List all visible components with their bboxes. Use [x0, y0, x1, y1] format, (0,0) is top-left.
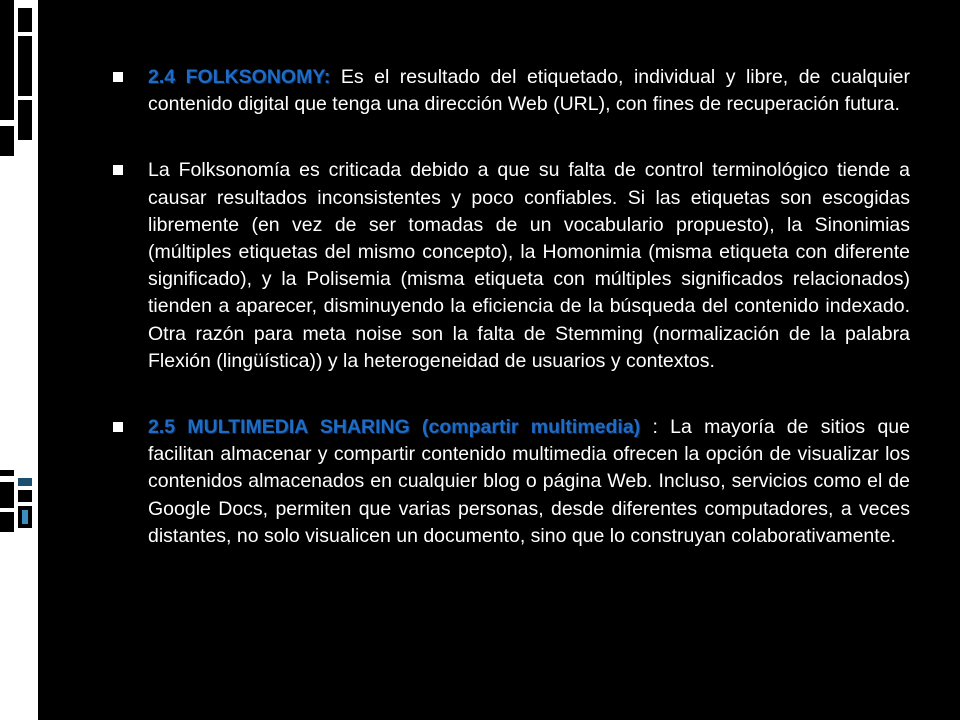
bullet-item-folksonomy	[110, 64, 910, 118]
bullet-item-criticism	[110, 157, 910, 375]
item-text: Es el resultado del etiquetado, individual y libre, de cualquier contenido digital que tenga una dirección Web (URL), con fines de recuperación futura.	[148, 66, 910, 116]
item-text: La mayoría de sitios que facilitan almacenar y compartir contenido multimedia ofrecen la opción de visualizar los contenidos almacenados en cualquier blog o página Web. Incluso, servicios como el de Google Docs, permiten que varias personas, desde diferentes computadores, a veces distantes, no solo visualicen un documento, sino que lo construyan colaborativamente.	[148, 416, 910, 547]
square-bullet-icon	[113, 422, 123, 432]
section-heading: 2.4 FOLKSONOMY	[148, 66, 324, 88]
bullet-item-multimedia-sharing	[110, 414, 910, 550]
item-text: La Folksonomía es criticada debido a que su falta de control terminológico tiende a causar resultados inconsistentes y poco confiables. Si las etiquetas son escogidas libremente (en vez de ser tomadas de un vocabulario propuesto), la Sinonimias (múltiples etiquetas del mismo concepto), la Homonimia (misma etiqueta con diferente significado), y la Polisemia (misma etiqueta con múltiples significados relacionados) tienden a aparecer, disminuyendo la eficiencia de la búsqueda del contenido indexado. Otra razón para meta noise son la falta de Stemming (normalización de la palabra Flexión (lingüística)) y la heterogeneidad de usuarios y contextos.	[148, 159, 910, 372]
heading-separator: :	[323, 66, 331, 88]
square-bullet-icon	[113, 165, 123, 175]
heading-separator: :	[640, 416, 658, 439]
slide-content	[110, 64, 910, 550]
decorative-stripes	[0, 0, 38, 720]
square-bullet-icon	[113, 72, 123, 82]
left-decor-band	[0, 0, 38, 720]
section-heading: 2.5 MULTIMEDIA SHARING (compartir multimedia)	[148, 416, 641, 439]
